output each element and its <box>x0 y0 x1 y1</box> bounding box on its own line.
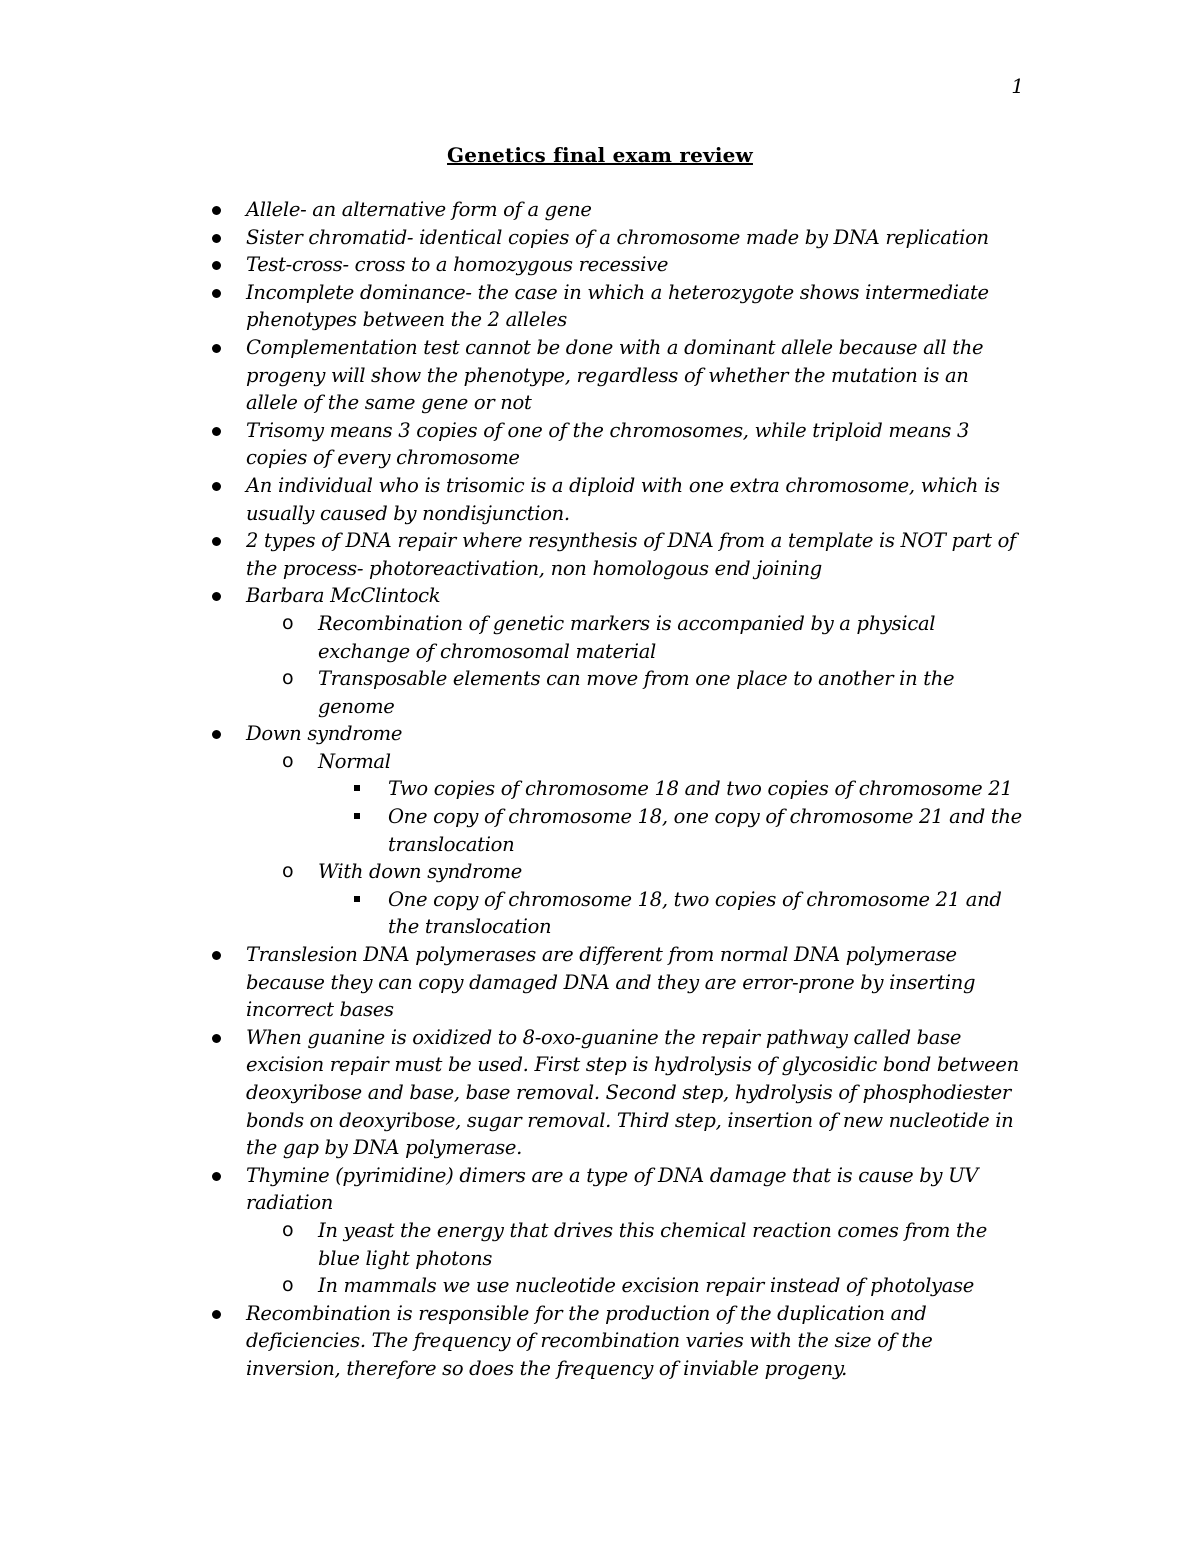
bullet-icon <box>212 206 221 215</box>
circle-bullet-icon: o <box>282 667 294 690</box>
list-item-text: With down syndrome <box>318 860 522 884</box>
list-item-text: One copy of chromosome 18, one copy of chromosome 21 and the translocation <box>388 805 1022 856</box>
list-item-text: Down syndrome <box>246 722 403 746</box>
list-item-text: Allele- an alternative form of a gene <box>246 198 592 221</box>
list-item-text: One copy of chromosome 18, two copies of chromosome 21 and the translocation <box>388 887 1002 939</box>
list-item-incomplete-dominance <box>246 279 1026 334</box>
bullet-icon <box>212 1172 221 1181</box>
bullet-icon <box>212 951 221 960</box>
sub-item-recombination-markers <box>282 610 958 665</box>
review-list <box>246 196 1036 1383</box>
circle-bullet-icon: o <box>282 860 294 883</box>
bullet-icon <box>212 289 221 298</box>
square-bullet-icon <box>354 785 360 791</box>
square-bullet-icon <box>354 813 360 819</box>
page-title: Genetics final exam review <box>447 143 753 167</box>
sub-item-yeast-photons <box>282 1217 993 1272</box>
list-item-text: Trisomy means 3 copies of one of the chromosomes, while triploid means 3 copies of every chromosome <box>246 418 970 470</box>
list-item-text: In yeast the energy that drives this chemical reaction comes from the blue light photons <box>318 1218 987 1270</box>
square-bullet-icon <box>354 896 360 902</box>
circle-bullet-icon: o <box>282 611 294 634</box>
list-item-trisomy <box>246 417 991 472</box>
circle-bullet-icon: o <box>282 749 294 772</box>
list-item-text: An individual who is trisomic is a diploid with one extra chromosome, which is usually caused by nondisjunction. <box>246 473 1000 525</box>
list-item-dna-repair-types <box>246 527 1031 582</box>
list-item-text: Complementation test cannot be done with a dominant allele because all the progeny will show the phenotype, regardless of whether the mutation is an allele of the same gene or not <box>246 335 984 415</box>
list-item-text: Barbara McClintock <box>246 584 441 608</box>
list-item-text: Translesion DNA polymerases are different from normal DNA polymerase because they can copy damaged DNA and they are error-prone by inserting incorrect bases <box>246 943 976 1022</box>
list-item-text: Sister chromatid- identical copies of a chromosome made by DNA replication <box>246 225 989 249</box>
list-item-thymine-dimers <box>246 1162 996 1217</box>
list-item-complementation-test <box>246 334 1006 417</box>
list-item-allele <box>246 196 966 224</box>
list-item-text: Normal <box>318 749 391 773</box>
sub-sub-item-two-copies <box>388 775 1036 803</box>
list-item-text: When guanine is oxidized to 8-oxo-guanine the repair pathway called base excision repair must be used. First step is hydrolysis of glycosidic bond between deoxyribose and base, base removal. Second step, hydrolysis of phosphodiester bonds on deoxyribose, sugar removal. Third step, insertion of new nucleotide in the gap by DNA polymerase. <box>246 1025 1019 1160</box>
bullet-icon <box>212 482 221 491</box>
sub-sub-item-down-translocation <box>388 886 1018 941</box>
list-item-recombination-duplication <box>246 1300 966 1383</box>
sub-item-mammals-repair <box>282 1272 1008 1300</box>
bullet-icon <box>212 537 221 546</box>
bullet-icon <box>212 1034 221 1043</box>
bullet-icon <box>212 1310 221 1319</box>
circle-bullet-icon: o <box>282 1218 294 1241</box>
list-item-text: 2 types of DNA repair where resynthesis of DNA from a template is NOT part of the process- photoreactivation, non homologous end joining <box>246 529 1016 580</box>
bullet-icon <box>212 344 221 353</box>
bullet-icon <box>212 427 221 436</box>
sub-item-normal <box>282 748 958 776</box>
page-number: 1 <box>1011 74 1024 98</box>
circle-bullet-icon: o <box>282 1274 294 1297</box>
list-item-barbara-mcclintock <box>246 582 966 610</box>
list-item-text: Incomplete dominance- the case in which a heterozygote shows intermediate phenotypes between the 2 alleles <box>246 280 989 332</box>
list-item-test-cross <box>246 251 966 279</box>
list-item-text: In mammals we use nucleotide excision repair instead of photolyase <box>318 1274 974 1298</box>
bullet-icon <box>212 730 221 739</box>
sub-item-with-down-syndrome <box>282 858 958 886</box>
list-item-text: Recombination is responsible for the production of the duplication and deficiencies. The frequency of recombination varies with the size of the inversion, therefore so does the frequency of inviable progeny. <box>246 1301 933 1380</box>
list-item-sister-chromatid <box>246 224 1006 252</box>
bullet-icon <box>212 592 221 601</box>
list-item-down-syndrome <box>246 720 966 748</box>
list-item-base-excision-repair <box>246 1024 1021 1162</box>
sub-item-transposable-elements <box>282 665 978 720</box>
sub-sub-item-one-copy-translocation <box>388 803 1036 858</box>
list-item-text: Thymine (pyrimidine) dimers are a type of DNA damage that is cause by UV radiation <box>246 1163 979 1215</box>
bullet-icon <box>212 261 221 270</box>
bullet-icon <box>212 234 221 243</box>
list-item-translesion-polymerases <box>246 941 1006 1024</box>
list-item-text: Test-cross- cross to a homozygous recessive <box>246 253 669 277</box>
list-item-text: Transposable elements can move from one place to another in the genome <box>318 667 955 718</box>
list-item-text: Recombination of genetic markers is accompanied by a physical exchange of chromosomal material <box>318 611 936 663</box>
list-item-trisomic-individual <box>246 472 1016 527</box>
list-item-text: Two copies of chromosome 18 and two copies of chromosome 21 <box>388 777 1013 801</box>
